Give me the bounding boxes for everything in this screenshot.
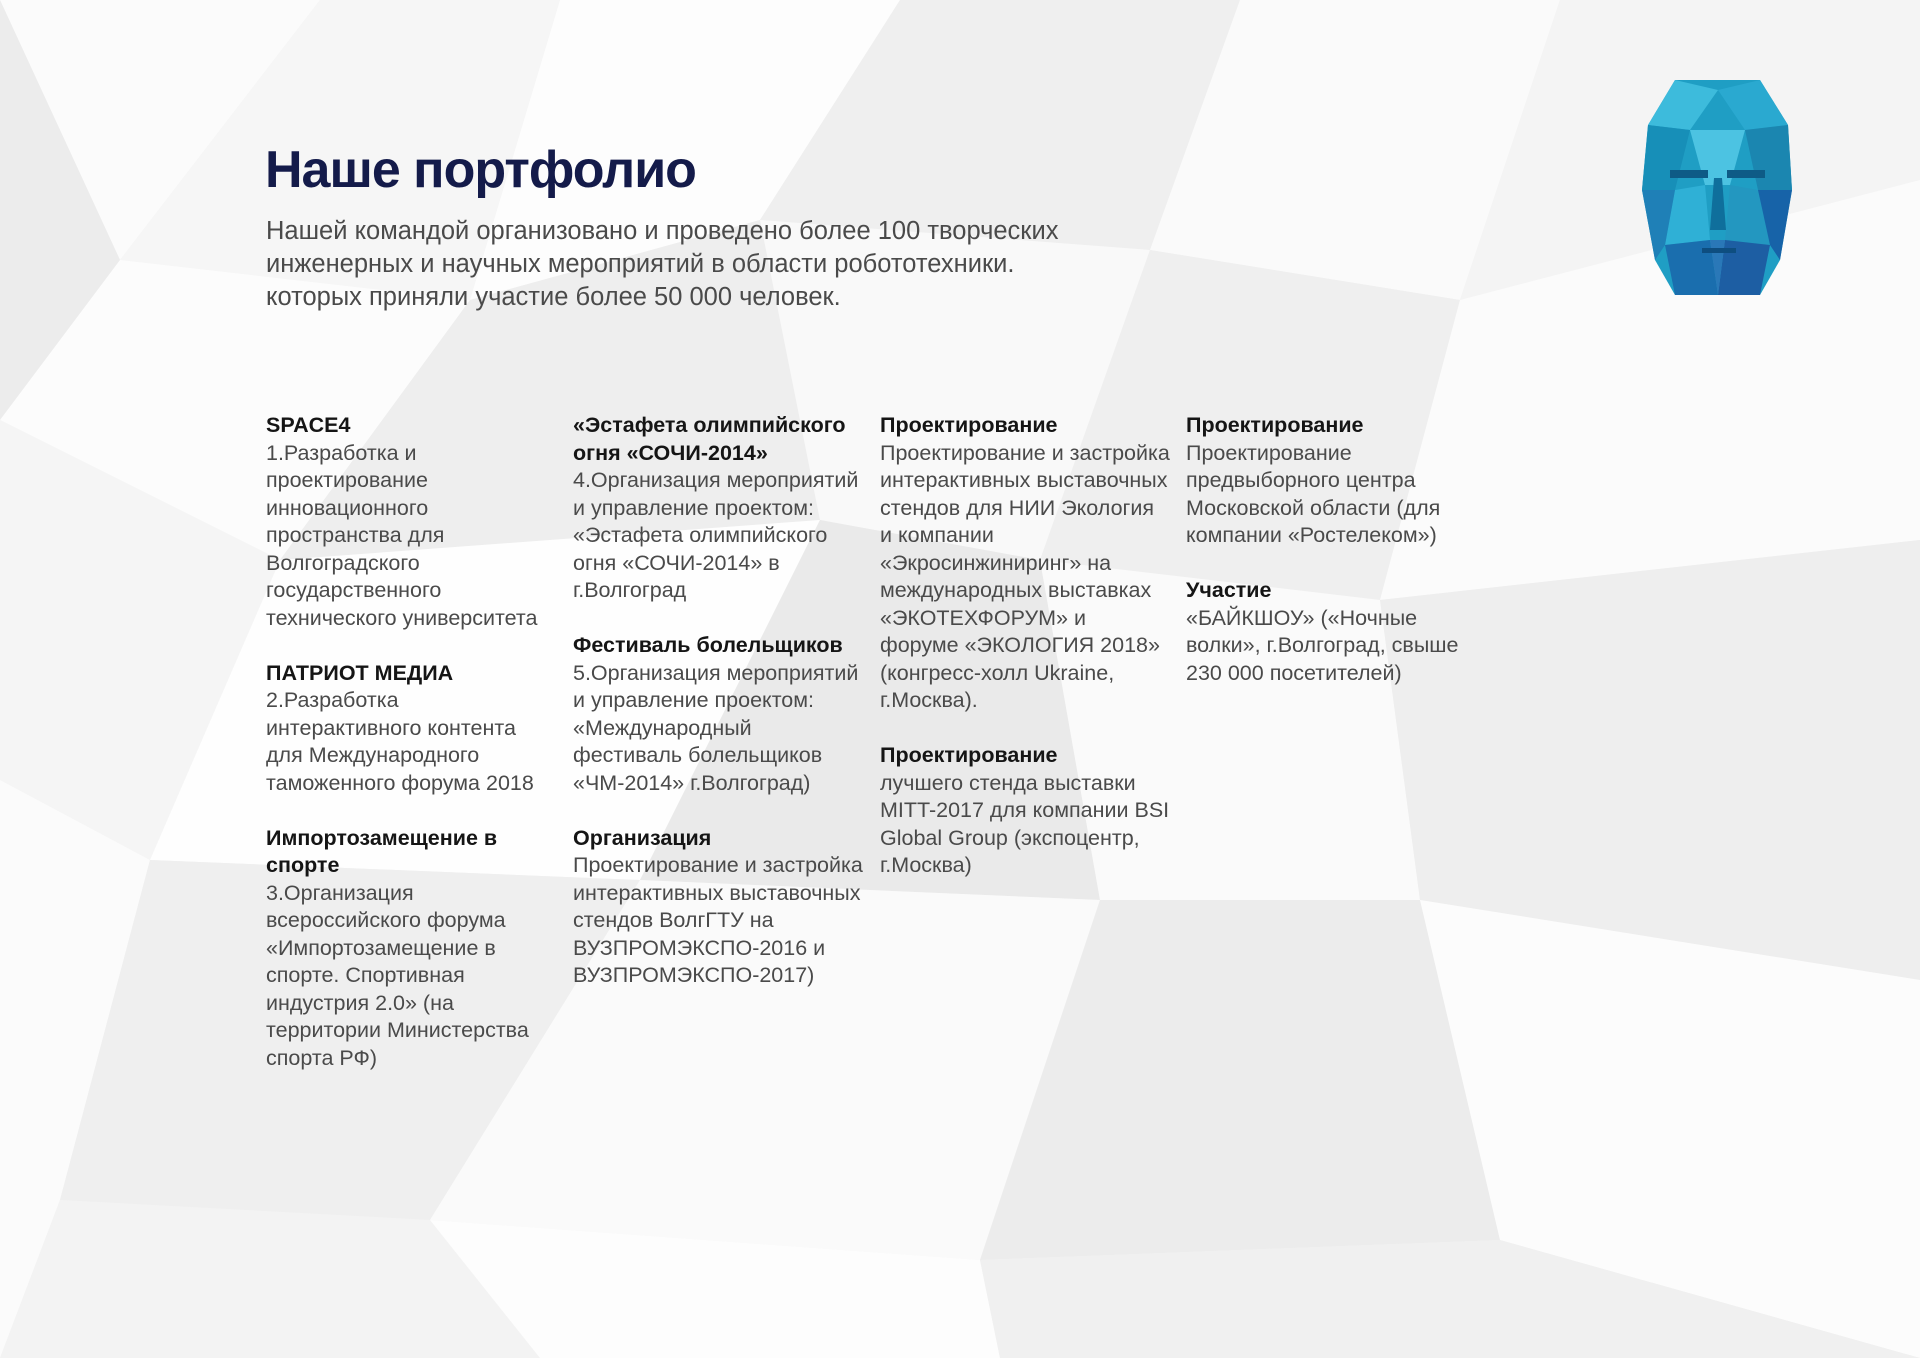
entry-text: «БАЙКШОУ» («Ночные волки», г.Волгоград, свыше 230 000 посетителей) bbox=[1186, 605, 1459, 685]
entry-text: лучшего стенда выставки MITT-2017 для компании BSI Global Group (экспоцентр, г.Москва) bbox=[880, 770, 1170, 877]
portfolio-column-2 bbox=[573, 412, 863, 1017]
portfolio-entry bbox=[573, 412, 863, 605]
entry-title: «Эстафета олимпийского огня «СОЧИ-2014» bbox=[573, 413, 846, 465]
entry-text: Проектирование и застройка интерактивных выставочных стендов для НИИ Экология и компании «Экросинжиниринг» на международных выставках «ЭКОТЕХФОРУМ» и форуме «ЭКОЛОГИЯ 2018» (конгресс-холл Ukraine, г.Москва). bbox=[880, 440, 1170, 712]
intro-line: Нашей командой организовано и проведено более 100 творческих bbox=[266, 217, 1059, 245]
entry-text: 3.Организация всероссийского форума «Импортозамещение в спорте. Спортивная индустрия 2.0» (на территории Министерства спорта РФ) bbox=[266, 880, 529, 1070]
entry-text: 5.Организация мероприятий и управление проектом: «Международный фестиваль болельщиков «ЧМ-2014» г.Волгоград) bbox=[573, 660, 859, 795]
entry-text: Проектирование предвыборного центра Московской области (для компании «Ростелеком») bbox=[1186, 440, 1441, 547]
intro-line: которых приняли участие более 50 000 человек. bbox=[266, 283, 841, 311]
entry-text: 1.Разработка и проектирование инновационного пространства для Волгоградского государственного технического университета bbox=[266, 440, 538, 630]
portfolio-entry bbox=[573, 825, 863, 990]
portfolio-column-4 bbox=[1186, 412, 1476, 715]
portfolio-entry bbox=[1186, 577, 1476, 687]
entry-text: 2.Разработка интерактивного контента для Международного таможенного форума 2018 bbox=[266, 688, 534, 795]
portfolio-entry bbox=[266, 660, 556, 798]
portfolio-column-1 bbox=[266, 412, 556, 1100]
entry-title: Организация bbox=[573, 825, 712, 850]
portfolio-entry bbox=[266, 825, 556, 1073]
entry-title: Участие bbox=[1186, 578, 1272, 602]
portfolio-entry bbox=[880, 412, 1170, 715]
entry-title: Проектирование bbox=[1186, 413, 1364, 437]
portfolio-entry bbox=[1186, 412, 1476, 550]
portfolio-entry bbox=[266, 412, 556, 632]
portfolio-entry bbox=[573, 632, 863, 797]
entry-title: Фестиваль болельщиков bbox=[573, 633, 843, 657]
portfolio-column-3 bbox=[880, 412, 1170, 907]
portfolio-entry bbox=[880, 742, 1170, 880]
entry-title: Проектирование bbox=[880, 743, 1058, 767]
entry-title: SPACE4 bbox=[266, 413, 351, 437]
entry-title: ПАТРИОТ МЕДИА bbox=[266, 660, 454, 685]
page-title: Наше портфолио bbox=[265, 141, 696, 199]
polygon-face-icon bbox=[1630, 70, 1805, 310]
intro-line: инженерных и научных мероприятий в области робототехники. bbox=[266, 250, 1015, 278]
portfolio-columns bbox=[266, 412, 1566, 1172]
intro-paragraph bbox=[266, 215, 1166, 314]
entry-title: Проектирование bbox=[880, 413, 1058, 437]
entry-text: Проектирование и застройка интерактивных выставочных стендов ВолгГТУ на ВУЗПРОМЭКСПО-2016 и ВУЗПРОМЭКСПО-2017) bbox=[573, 853, 863, 987]
entry-text: 4.Организация мероприятий и управление проектом: «Эстафета олимпийского огня «СОЧИ-2014» в г.Волгоград bbox=[573, 468, 859, 602]
entry-title: Импортозамещение в спорте bbox=[266, 825, 498, 877]
